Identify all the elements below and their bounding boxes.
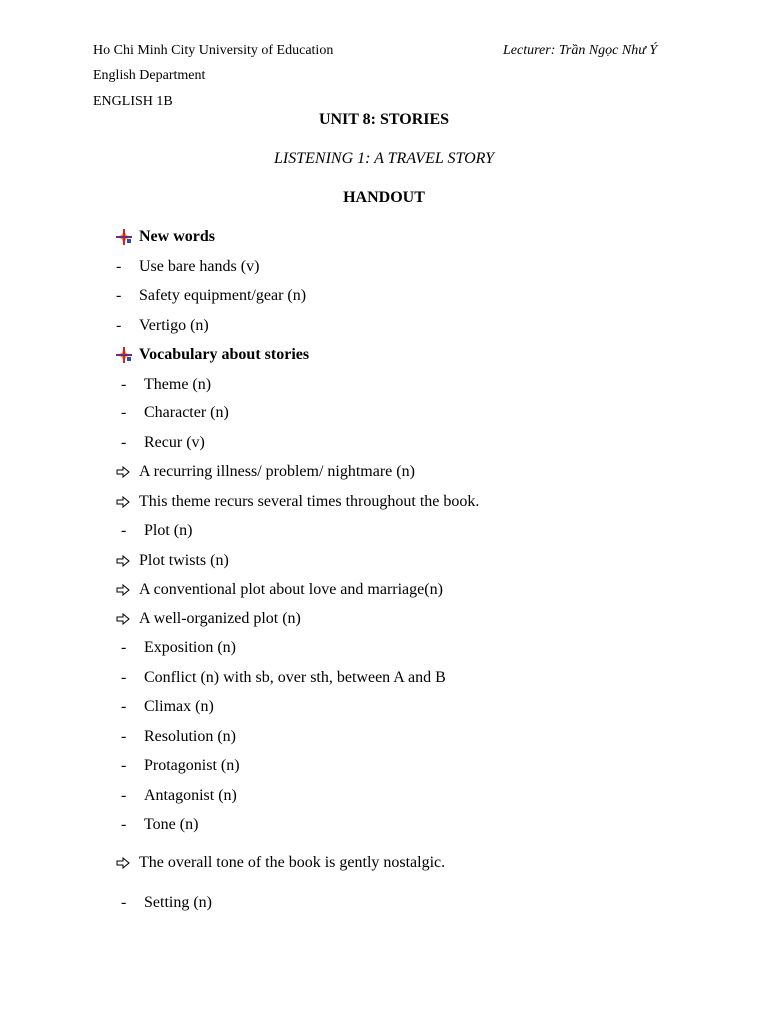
- dash-marker: -: [121, 787, 127, 804]
- list-item-text: Plot (n): [144, 522, 193, 539]
- listening-title: LISTENING 1: A TRAVEL STORY: [274, 150, 494, 167]
- dash-marker: -: [121, 894, 127, 911]
- hollow-right-arrow-icon: [116, 584, 132, 596]
- dash-marker: -: [121, 404, 127, 421]
- list-item-text: Setting (n): [144, 894, 212, 911]
- list-item-text: The overall tone of the book is gently nostalgic.: [139, 854, 446, 871]
- star-cross-icon: [115, 228, 133, 246]
- hollow-right-arrow-icon: [116, 466, 132, 478]
- unit-title: UNIT 8: STORIES: [318, 111, 450, 128]
- dash-marker: -: [121, 376, 127, 393]
- list-item-text: Plot twists (n): [139, 552, 229, 569]
- lecturer-name: Lecturer: Trần Ngọc Như Ý: [503, 43, 658, 58]
- course-code: ENGLISH 1B: [93, 94, 173, 109]
- dash-marker: -: [121, 522, 127, 539]
- dash-marker: -: [121, 698, 127, 715]
- list-item-text: Tone (n): [144, 816, 199, 833]
- dash-marker: -: [116, 287, 122, 304]
- list-item-text: Safety equipment/gear (n): [139, 287, 307, 304]
- dash-marker: -: [121, 639, 127, 656]
- department-name: English Department: [93, 68, 206, 83]
- list-item-text: Use bare hands (v): [139, 258, 260, 275]
- list-item-text: Antagonist (n): [144, 787, 237, 804]
- list-item-text: Recur (v): [144, 434, 205, 451]
- dash-marker: -: [121, 816, 127, 833]
- section-heading-text: Vocabulary about stories: [139, 346, 310, 363]
- hollow-right-arrow-icon: [116, 496, 132, 508]
- dash-marker: -: [121, 434, 127, 451]
- list-item-text: A conventional plot about love and marriage(n): [139, 581, 443, 598]
- list-item-text: Theme (n): [144, 376, 212, 393]
- dash-marker: -: [121, 728, 127, 745]
- list-item-text: Conflict (n) with sb, over sth, between A and B: [144, 669, 446, 686]
- dash-marker: -: [121, 669, 127, 686]
- list-item-text: This theme recurs several times throughout the book.: [139, 493, 480, 510]
- hollow-right-arrow-icon: [116, 555, 132, 567]
- list-item-text: Climax (n): [144, 698, 214, 715]
- list-item-text: Protagonist (n): [144, 757, 240, 774]
- list-item-text: Resolution (n): [144, 728, 236, 745]
- hollow-right-arrow-icon: [116, 857, 132, 869]
- list-item-text: A recurring illness/ problem/ nightmare (n): [139, 463, 415, 480]
- dash-marker: -: [116, 258, 122, 275]
- list-item-text: Exposition (n): [144, 639, 236, 656]
- university-name: Ho Chi Minh City University of Education: [93, 43, 334, 58]
- handout-title: HANDOUT: [343, 189, 425, 206]
- star-cross-icon: [115, 346, 133, 364]
- list-item-text: Character (n): [144, 404, 229, 421]
- dash-marker: -: [116, 317, 122, 334]
- section-heading-text: New words: [139, 228, 215, 245]
- list-item-text: A well-organized plot (n): [139, 610, 301, 627]
- hollow-right-arrow-icon: [116, 613, 132, 625]
- dash-marker: -: [121, 757, 127, 774]
- list-item-text: Vertigo (n): [139, 317, 209, 334]
